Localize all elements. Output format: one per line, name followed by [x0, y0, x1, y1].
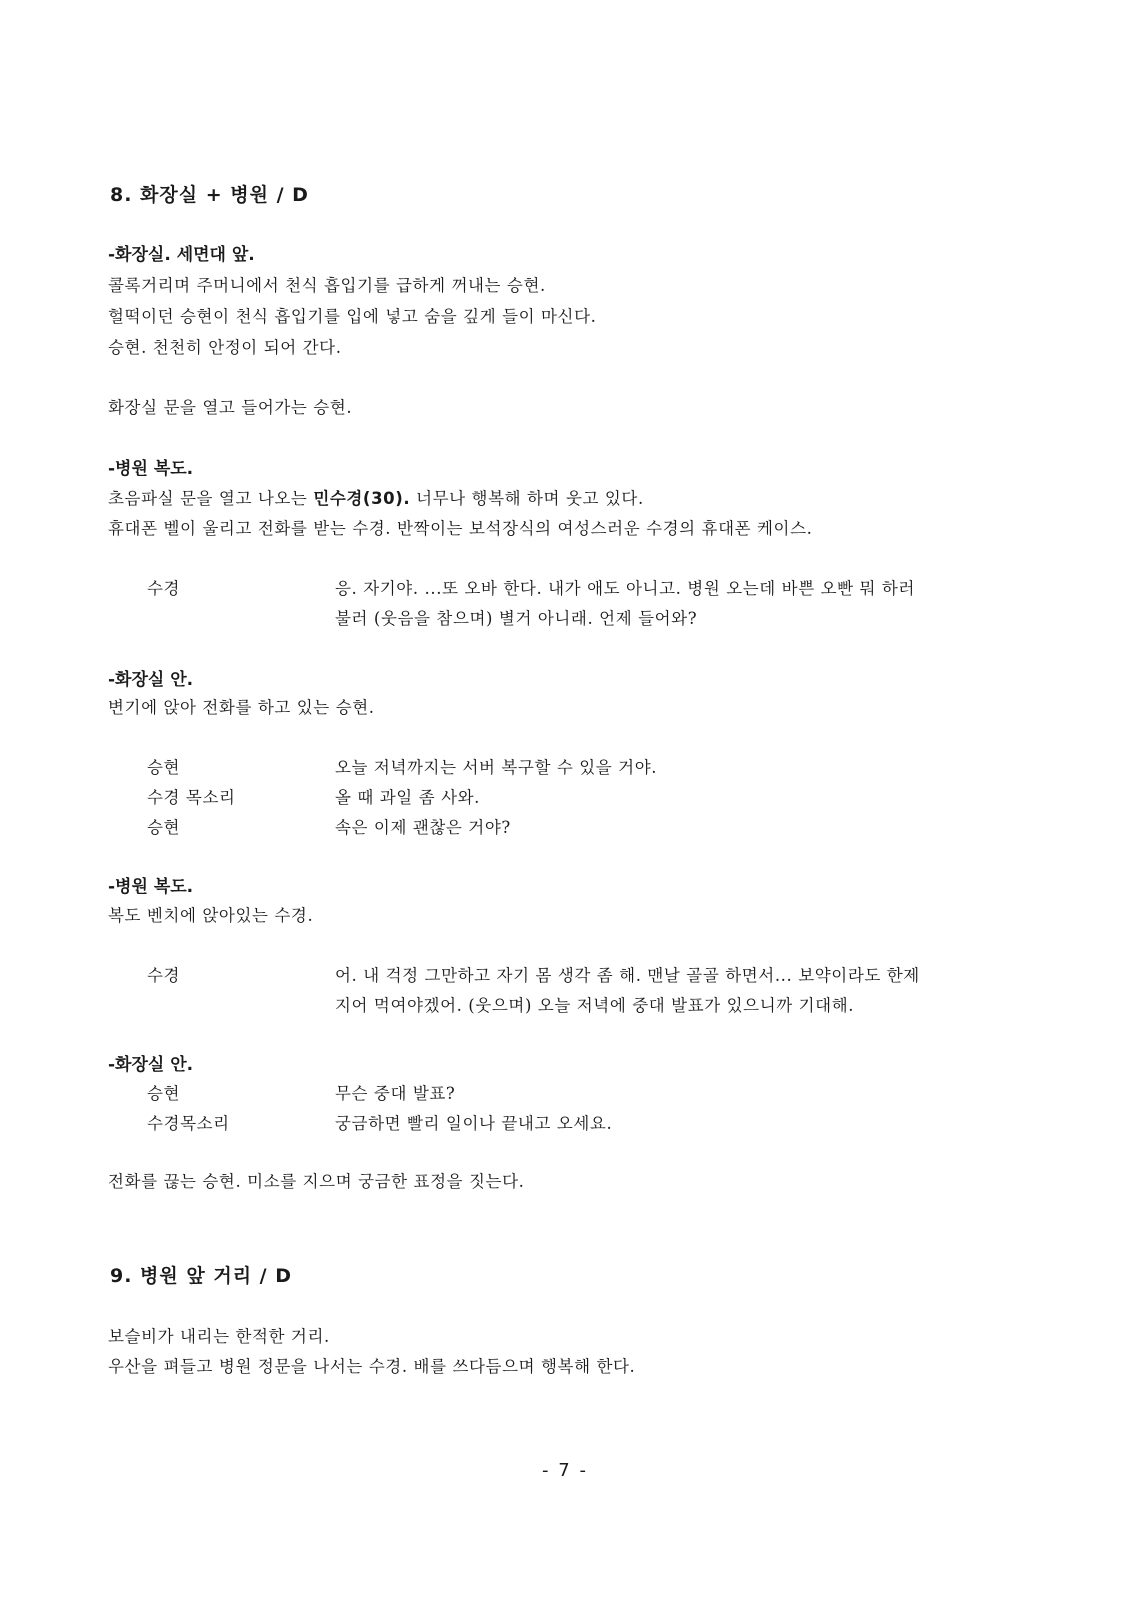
action-line: 콜록거리며 주머니에서 천식 흡입기를 급하게 꺼내는 승현. [108, 276, 546, 295]
dialogue-line: 속은 이제 괜찮은 거야? [335, 818, 511, 837]
dialogue-speaker: 수경목소리 [147, 1114, 230, 1133]
dialogue-line: 궁금하면 빨리 일이나 끝내고 오세요. [335, 1114, 613, 1133]
dialogue-line: 어. 내 걱정 그만하고 자기 몸 생각 좀 해. 맨날 골골 하면서... 보약이라도 한제 [335, 966, 920, 985]
dialogue-line: 지어 먹여야겠어. (웃으며) 오늘 저녁에 중대 발표가 있으니까 기대해. [335, 996, 855, 1015]
dialogue-speaker: 승현 [147, 1084, 181, 1103]
location-hospital-hallway: -병원 복도. [108, 459, 194, 479]
action-line: 우산을 펴들고 병원 정문을 나서는 수경. 배를 쓰다듬으며 행복해 한다. [108, 1357, 636, 1376]
action-line: 전화를 끊는 승현. 미소를 지으며 궁금한 표정을 짓는다. [108, 1172, 525, 1191]
action-line: 변기에 앉아 전화를 하고 있는 승현. [108, 698, 375, 717]
scene-8-heading: 8. 화장실 + 병원 / D [110, 184, 309, 206]
action-line: 휴대폰 벨이 울리고 전화를 받는 수경. 반짝이는 보석장식의 여성스러운 수경의 휴대폰 케이스. [108, 519, 813, 538]
location-restroom-sink: -화장실. 세면대 앞. [108, 245, 255, 265]
action-line: 보슬비가 내리는 한적한 거리. [108, 1327, 330, 1346]
dialogue-line: 응. 자기야. ...또 오바 한다. 내가 애도 아니고. 병원 오는데 바쁜 오빤 뭐 하러 [335, 579, 915, 598]
location-restroom-inside: -화장실 안. [108, 670, 194, 690]
scene-9-heading: 9. 병원 앞 거리 / D [110, 1265, 292, 1287]
dialogue-line: 오늘 저녁까지는 서버 복구할 수 있을 거야. [335, 758, 658, 777]
dialogue-speaker: 승현 [147, 818, 181, 837]
action-text: 너무나 행복해 하며 웃고 있다. [410, 489, 644, 508]
action-line: 복도 벤치에 앉아있는 수경. [108, 906, 314, 925]
dialogue-speaker: 수경 목소리 [147, 788, 236, 807]
action-line: 승현. 천천히 안정이 되어 간다. [108, 338, 342, 357]
dialogue-line: 불러 (웃음을 참으며) 별거 아니래. 언제 들어와? [335, 609, 698, 628]
location-hospital-hallway: -병원 복도. [108, 877, 194, 897]
page-number: - 7 - [542, 1460, 588, 1481]
dialogue-speaker: 승현 [147, 758, 181, 777]
action-line [108, 485, 644, 509]
action-line: 화장실 문을 열고 들어가는 승현. [108, 398, 353, 417]
character-intro: 민수경(30). [313, 489, 411, 508]
dialogue-speaker: 수경 [147, 579, 181, 598]
action-line: 헐떡이던 승현이 천식 흡입기를 입에 넣고 숨을 깊게 들이 마신다. [108, 307, 597, 326]
dialogue-line: 올 때 과일 좀 사와. [335, 788, 480, 807]
dialogue-speaker: 수경 [147, 966, 181, 985]
action-text: 초음파실 문을 열고 나오는 [108, 489, 314, 508]
location-restroom-inside: -화장실 안. [108, 1055, 194, 1075]
dialogue-line: 무슨 중대 발표? [335, 1084, 456, 1103]
